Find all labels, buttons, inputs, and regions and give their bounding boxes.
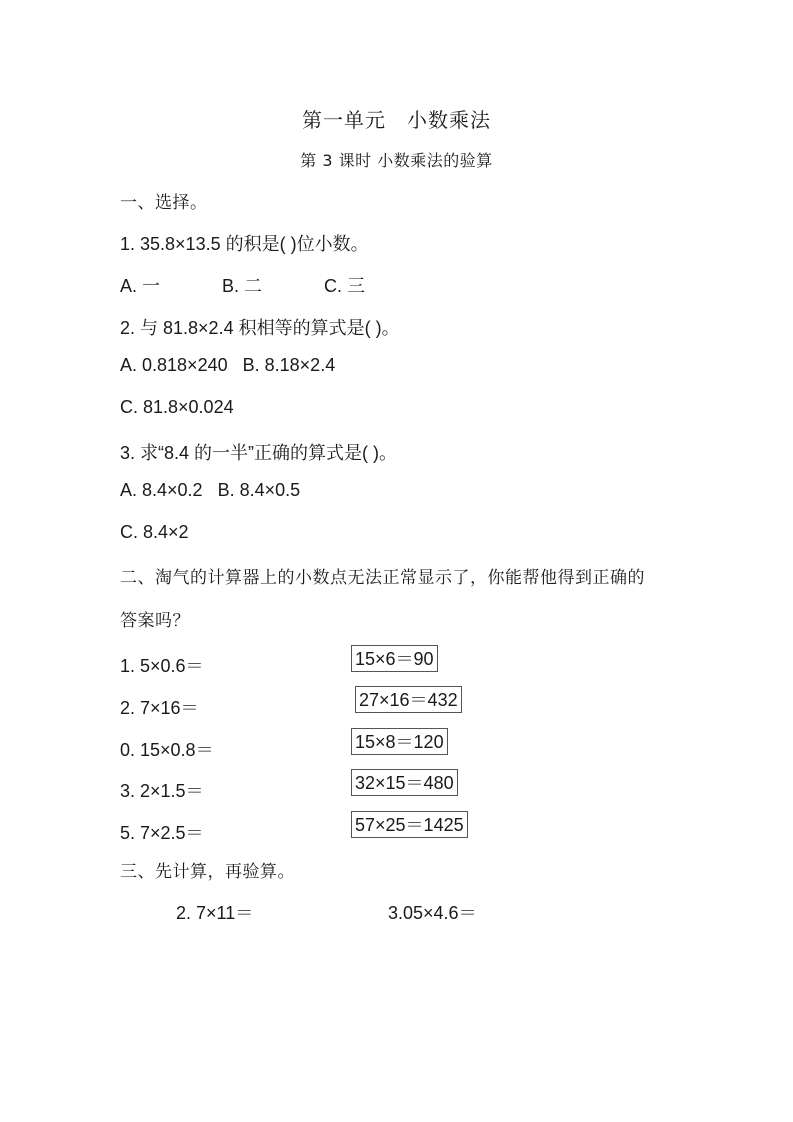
calc-item-4-expr: 3. 2×1.5＝ (120, 781, 204, 801)
section-1-heading: 一、选择。 (120, 193, 208, 213)
calc-item-2-expr: 2. 7×16＝ (120, 698, 199, 718)
question-1-options (120, 272, 365, 298)
section-2-heading-line1: 二、淘气的计算器上的小数点无法正常显示了，你能帮他得到正确的 (120, 568, 645, 588)
question-1-option-c: C. 三 (324, 276, 366, 296)
calc-item-3-expr: 0. 15×0.8＝ (120, 740, 214, 760)
question-2-option-c: C. 81.8×0.024 (120, 397, 234, 417)
section-2-heading-line2: 答案吗？ (120, 611, 190, 631)
question-3-option-b: B. 8.4×0.5 (217, 480, 301, 500)
question-1-option-b: B. 二 (222, 276, 263, 296)
lesson-subtitle: 第 3 课时 小数乘法的验算 (300, 151, 493, 170)
calc-item-4-hint: 32×15＝480 (351, 769, 458, 796)
question-2-options-row1 (120, 355, 335, 376)
question-3-option-a: A. 8.4×0.2 (120, 480, 203, 500)
calc-item-1-hint: 15×6＝90 (351, 645, 438, 672)
section-3-heading: 三、先计算，再验算。 (120, 862, 295, 882)
calc-item-5-hint: 57×25＝1425 (351, 811, 468, 838)
page-title: 第一单元 小数乘法 (302, 108, 491, 132)
question-3-stem: 3. 求“8.4 的一半”正确的算式是( )。 (120, 443, 398, 463)
question-1-option-a: A. 一 (120, 276, 161, 296)
verify-expr-1: 2. 7×11＝ (176, 903, 254, 923)
question-3-option-c: C. 8.4×2 (120, 522, 189, 542)
calc-item-5-expr: 5. 7×2.5＝ (120, 823, 204, 843)
calc-item-1-expr: 1. 5×0.6＝ (120, 656, 204, 676)
calc-item-2-hint: 27×16＝432 (355, 686, 462, 713)
verify-expr-2: 3.05×4.6＝ (388, 903, 477, 923)
question-2-option-b: B. 8.18×2.4 (242, 355, 336, 375)
question-3-options-row1 (120, 480, 300, 501)
question-2-option-a: A. 0.818×240 (120, 355, 228, 375)
question-2-stem: 2. 与 81.8×2.4 积相等的算式是( )。 (120, 318, 400, 338)
question-1-stem: 1. 35.8×13.5 的积是( )位小数。 (120, 234, 369, 254)
calc-item-3-hint: 15×8＝120 (351, 728, 448, 755)
